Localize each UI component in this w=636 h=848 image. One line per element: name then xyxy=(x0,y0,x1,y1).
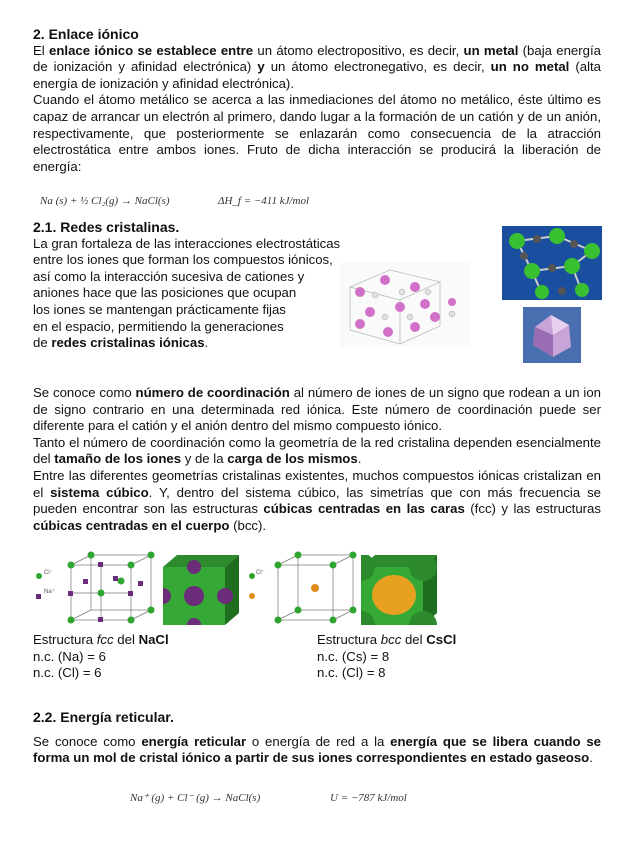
coordination-na: n.c. (Na) = 6 xyxy=(33,648,106,664)
section-heading: 2.2. Energía reticular. xyxy=(33,709,174,725)
line: entre los iones que forman los compuestos iónicos, xyxy=(33,252,333,268)
paragraph-cubic: Entre las diferentes geometrías cristalinas existentes, muchos compuestos iónicas cristalizan en el sistema cúbico. Y, dentro del sistema cúbico, las simetrías que con más frecuencia se pueden encontrar son las estructuras cúbicas centradas en las caras (fcc) y las estructuras cúbicas centradas en el cuerpo (bcc). xyxy=(33,467,601,533)
bcc-lattice-image xyxy=(246,551,358,627)
legend-cl: Cl⁻ xyxy=(44,570,53,576)
fcc-space-filling-image xyxy=(163,555,239,625)
paragraph-geometry: Tanto el número de coordinación como la geometría de la red cristalina dependen esencialmente del tamaño de los iones y de la carga de los mismos. xyxy=(33,434,601,467)
line: los iones se mantengan prácticamente fijas xyxy=(33,301,286,317)
bcc-space-filling-image xyxy=(361,555,437,625)
line: aniones hace que las posiciones que ocupan xyxy=(33,285,297,301)
line: en el espacio, permitiendo la generaciones xyxy=(33,318,284,334)
paragraph-ionic-bond: El enlace iónico se establece entre un átomo electropositivo, es decir, un metal (baja energía de ionización y afinidad electrónica) y un átomo electronegativo, es decir, un no metal (alta energía de ionización y afinidad electrónica). xyxy=(33,42,602,91)
nacl-model-image xyxy=(502,226,602,300)
section-heading: 2.1. Redes cristalinas. xyxy=(33,219,180,235)
equation-formation: Na (s) + ½ Cl₂(g) → NaCl(s) xyxy=(40,195,170,207)
bcc-caption: Estructura bcc del CsCl n.c. (Cs) = 8 n.c. (Cl) = 8 xyxy=(317,632,457,681)
section-heading: 2. Enlace iónico xyxy=(33,26,139,42)
section-coordination xyxy=(33,385,601,534)
crystal-lattice-image xyxy=(340,262,470,347)
fcc-caption: Estructura fcc del NaCl n.c. (Na) = 6 n.c. (Cl) = 6 xyxy=(33,632,169,681)
equation-enthalpy: ΔH_f = −411 kJ/mol xyxy=(218,195,310,207)
section-2-2 xyxy=(33,709,601,767)
equation-lattice: Na⁺ (g) + Cl⁻ (g) → NaCl(s) xyxy=(130,792,261,804)
section-2-1 xyxy=(33,219,373,352)
line: así como la interacción sucesiva de cationes y xyxy=(33,268,305,284)
coordination-cl: n.c. (Cl) = 6 xyxy=(33,665,102,681)
coordination-cs: n.c. (Cs) = 8 xyxy=(317,648,390,664)
coordination-cl: n.c. (Cl) = 8 xyxy=(317,665,386,681)
paragraph-lattice-energy: Se conoce como energía reticular o energía de red a la energía que se libera cuando se forma un mol de cristal iónico a partir de sus iones correspondientes en estado gaseoso. xyxy=(33,733,601,766)
equation-lattice-energy: U = −787 kJ/mol xyxy=(330,792,407,804)
line: de redes cristalinas iónicas. xyxy=(33,335,209,351)
crystal-photo-image xyxy=(523,307,581,363)
section-2 xyxy=(33,26,601,175)
paragraph-coordination: Se conoce como número de coordinación al número de iones de un signo que rodean a un ion de signo contrario en una determinada red iónica. Este número de coordinación puede ser diferente para el catión y el anión dentro del mismo compuesto iónico. xyxy=(33,385,602,434)
legend-cl: Cl⁻ xyxy=(256,570,265,576)
line: La gran fortaleza de las interacciones electrostáticas xyxy=(33,235,341,251)
legend-na: Na⁺ xyxy=(44,589,55,595)
paragraph-electron-transfer: Cuando el átomo metálico se acerca a las inmediaciones del átomo no metálico, éste último es capaz de arrancar un electrón al primero, dando lugar a la formación de un catión y de un anión, respectivamente, que posteriormente se enlazarán como consecuencia de la atracción electrostática entre ambos iones. Fruto de dicha interacción se producirá la liberación de energía: xyxy=(33,92,601,174)
